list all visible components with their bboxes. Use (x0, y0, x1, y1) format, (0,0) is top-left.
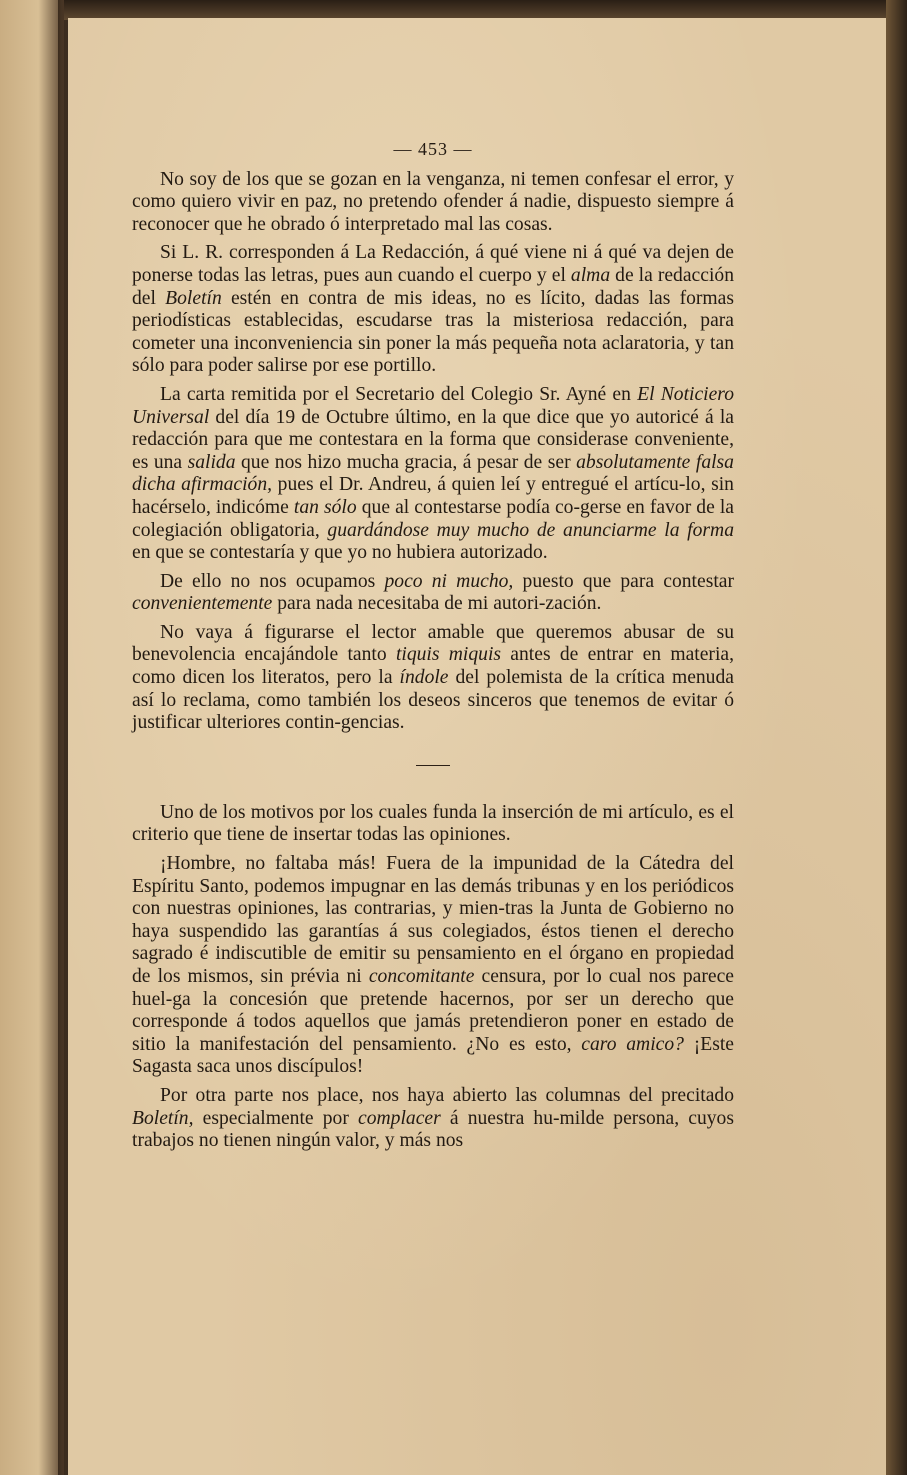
paragraph (132, 1085, 734, 1153)
text-run: De ello no nos ocupamos (160, 570, 385, 592)
page-text-body (132, 138, 734, 1159)
italic-text: Boletín, (132, 1107, 194, 1129)
italic-text: Boletín (165, 287, 222, 309)
paragraph (132, 384, 734, 565)
italic-text: absolutamente falsa dicha afirmación, (132, 451, 734, 496)
text-run: No vaya á figurarse el lector amable que queremos abusar de su benevolencia encajándole tanto (132, 621, 734, 666)
text-run: pues el Dr. Andreu, á quien leí y entregué el artícu-lo, sin hacérselo, indicóme (132, 474, 734, 518)
text-run: No soy de los que se gozan en la venganza, ni temen confesar el error, y como quiero vivir en paz, no pretendo ofender á nadie, dispuesto siempre á reconocer que he obrado ó interpretado mal las cosas. (132, 168, 734, 235)
left-page-edge (0, 0, 64, 1475)
right-background-edge (886, 0, 907, 1475)
text-run: La carta remitida por el Secretario del Colegio Sr. Ayné en (160, 383, 638, 405)
text-run: que al contestarse podía co-gerse en favor de la colegiación obligatoria, (132, 496, 734, 541)
text-run: ¡Este Sagasta saca unos discípulos! (132, 1033, 734, 1078)
italic-text: tan sólo (293, 496, 357, 518)
text-run: Uno de los motivos por los cuales funda la inserción de mi artículo, es el criterio que tiene de insertar todas las opiniones. (132, 801, 734, 846)
paragraph (132, 169, 734, 237)
italic-text: complacer (358, 1107, 441, 1129)
text-run: antes de entrar en materia, como dicen los literatos, pero la (132, 644, 734, 689)
italic-text: convenientemente (132, 593, 273, 615)
text-run: Por otra parte nos place, nos haya abierto las columnas del precitado (160, 1084, 734, 1106)
text-run: ¡Hombre, no faltaba más! Fuera de la impunidad de la Cátedra del Espíritu Santo, podemos impugnar en las demás tribunas y en los periódicos con nuestras opiniones, las contrarias, y mien-tras la Junta de Gobierno no haya suspendido las garantías á sus colegiados, éstos tienen el derecho sagrado é indiscutible de emitir su pensamiento en el órgano en propiedad de los mismos, sin prévia ni (132, 853, 734, 987)
text-run: en que se contestaría y que yo no hubiera autorizado. (132, 542, 548, 564)
text-run: censura, por lo cual nos parece huel-ga la concesión que pretende hacernos, por ser un derecho que corresponde á todos aquellos que jamás pretendieron poner en estado de sitio la manifestación del pensamiento. ¿No es esto, (132, 966, 734, 1055)
italic-text: índole (399, 667, 449, 689)
top-background-edge (64, 0, 907, 20)
section-separator (416, 765, 450, 766)
italic-text: guardándose muy mucho de anunciarme la forma (327, 519, 734, 541)
text-run: especialmente por (193, 1107, 359, 1129)
paragraph (132, 622, 734, 735)
italic-text: alma (570, 264, 611, 286)
italic-text: tiquis miquis (395, 644, 502, 666)
italic-text: poco ni mucho, (384, 570, 514, 592)
text-run: Si L. R. corresponden á La Redacción, á qué viene ni á qué va dejen de ponerse todas las letras, pues aun cuando el cuerpo y el (132, 242, 734, 286)
italic-text: caro amico? (581, 1033, 684, 1055)
text-run: del día 19 de Octubre último, en la que dice que yo autoricé á la redacción para que me contestara en la forma que considerase conveniente, es una (132, 406, 734, 473)
text-run: puesto que para contestar (513, 570, 734, 592)
page-number: — 453 — (393, 139, 473, 159)
text-run: estén en contra de mis ideas, no es lícito, dadas las formas periodísticas establecidas, escudarse tras la misteriosa redacción, para cometer una inconveniencia sin poner la más pequeña nota aclaratoria, y tan sólo para poder salirse por ese portillo. (132, 287, 734, 377)
italic-text: concomitante (368, 966, 475, 987)
text-run: para nada necesitaba de mi autori-zación. (272, 593, 602, 615)
paragraph (132, 853, 734, 1079)
italic-text: El Noticiero Universal (132, 383, 735, 428)
text-run: á nuestra hu-milde persona, cuyos trabajos no tienen ningún valor, y más nos (132, 1107, 734, 1152)
paragraph (132, 571, 734, 616)
text-run: que nos hizo mucha gracia, á pesar de ser (235, 451, 577, 473)
paragraph (132, 242, 734, 378)
text-run: de la redacción del (132, 264, 734, 309)
text-run: del polemista de la crítica menuda así lo reclama, como también los deseos sinceros que tenemos de evitar ó justificar ulteriores contin-gencias. (132, 667, 734, 734)
italic-text: salida (187, 451, 236, 473)
paragraph-list (132, 169, 734, 1153)
paragraph (132, 802, 734, 847)
